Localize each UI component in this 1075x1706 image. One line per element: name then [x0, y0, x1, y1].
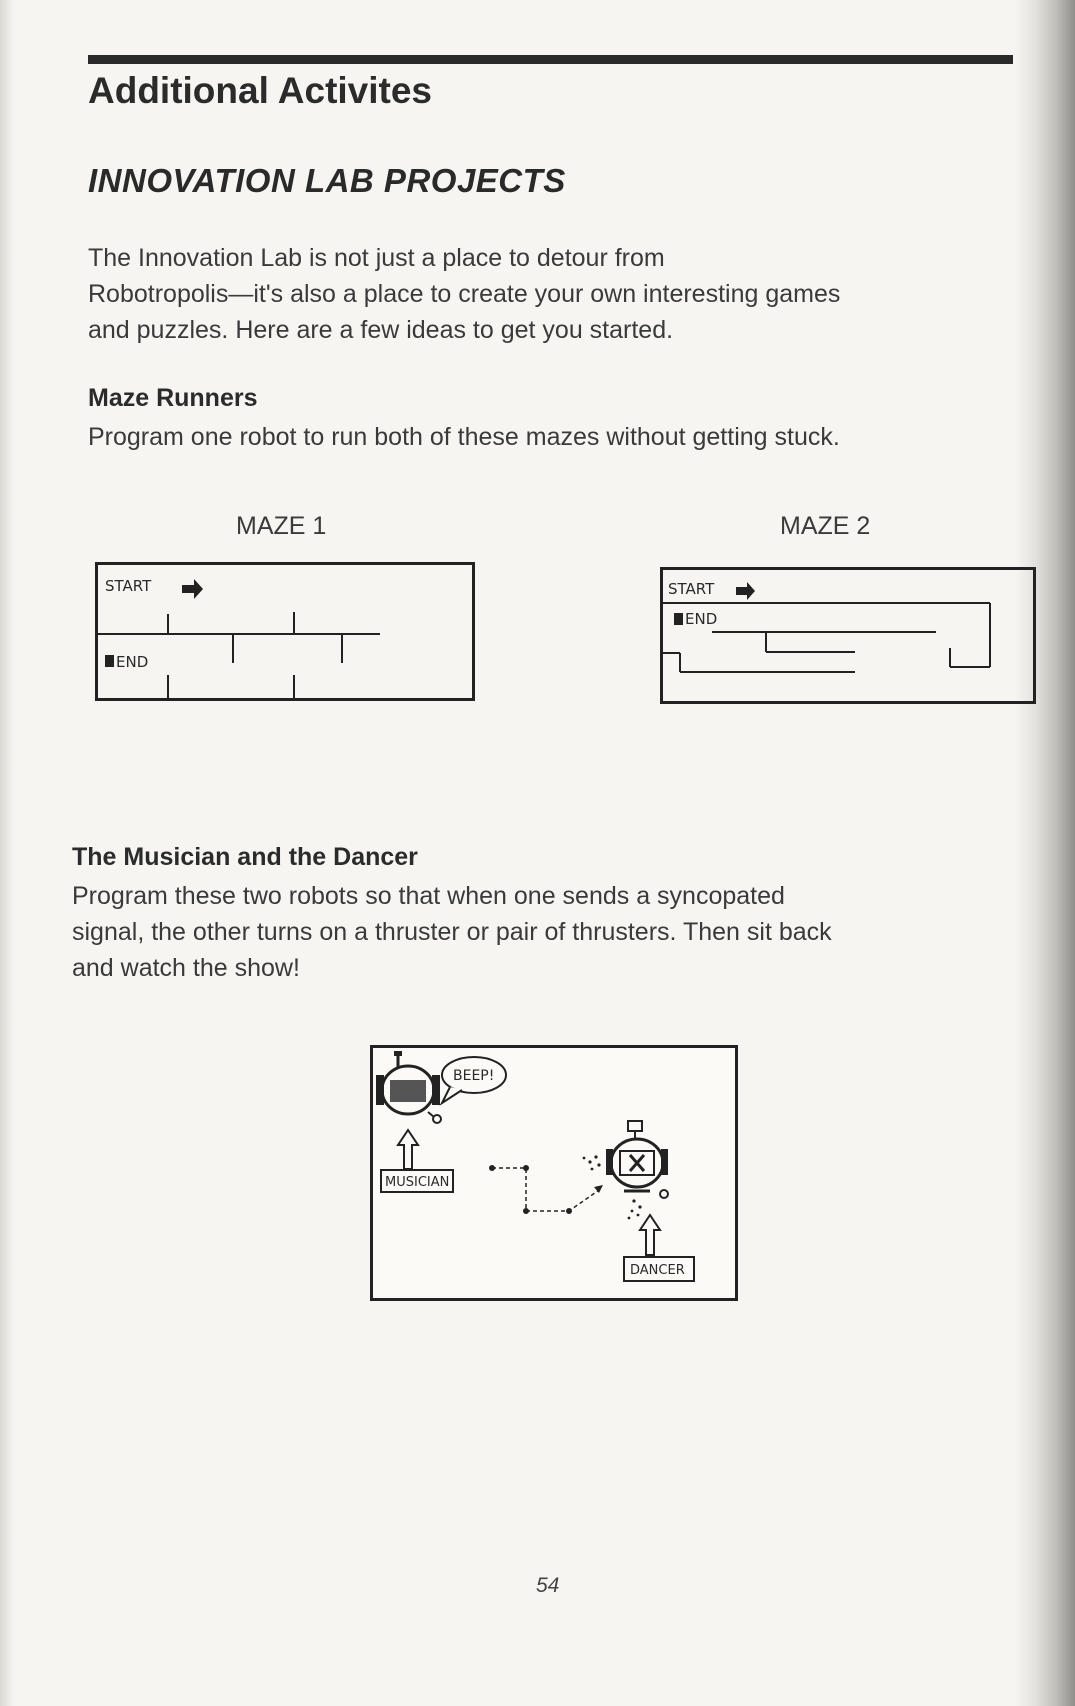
maze-runners-heading: Maze Runners	[88, 384, 258, 412]
page-number: 54	[536, 1574, 560, 1597]
maze1-end-label: END	[116, 653, 149, 671]
maze2-end-label: END	[685, 610, 718, 628]
maze1-end-marker-icon	[105, 655, 114, 667]
maze2-border	[662, 569, 1035, 703]
musician-dancer-line-3: and watch the show!	[72, 954, 300, 982]
subtitle: INNOVATION LAB PROJECTS	[88, 162, 566, 199]
speech-text: BEEP!	[453, 1068, 495, 1084]
maze-runners-text: Program one robot to run both of these mazes without getting stuck.	[88, 423, 840, 451]
maze2-start-label: START	[668, 580, 715, 598]
musician-dancer-line-1: Program these two robots so that when one sends a syncopated	[72, 882, 785, 910]
spine-shadow	[0, 0, 14, 1706]
top-rule	[88, 55, 1013, 64]
musician-dancer-line-2: signal, the other turns on a thruster or pair of thrusters. Then sit back	[72, 918, 832, 946]
maze1-start-label: START	[105, 577, 152, 595]
intro-line-2: Robotropolis—it's also a place to create your own interesting games	[88, 280, 841, 308]
page-edge	[1015, 0, 1075, 1706]
maze1-diagram	[95, 562, 475, 702]
maze1-start-arrow-icon	[182, 579, 203, 599]
intro-line-1: The Innovation Lab is not just a place to detour from	[88, 244, 665, 272]
intro-line-3: and puzzles. Here are a few ideas to get you started.	[88, 316, 674, 344]
maze2-title: MAZE 2	[780, 512, 871, 540]
musician-dancer-heading: The Musician and the Dancer	[72, 843, 418, 871]
maze1-border	[97, 564, 474, 700]
maze2-end-marker-icon	[674, 613, 683, 625]
dancer-label: DANCER	[630, 1263, 685, 1278]
maze2-start-arrow-icon	[736, 582, 755, 600]
maze2-diagram	[660, 567, 1036, 704]
musician-dancer-illustration	[370, 1045, 738, 1301]
maze1-title: MAZE 1	[236, 512, 327, 540]
section-title: Additional Activites	[88, 70, 433, 111]
musician-label: MUSICIAN	[385, 1175, 450, 1190]
